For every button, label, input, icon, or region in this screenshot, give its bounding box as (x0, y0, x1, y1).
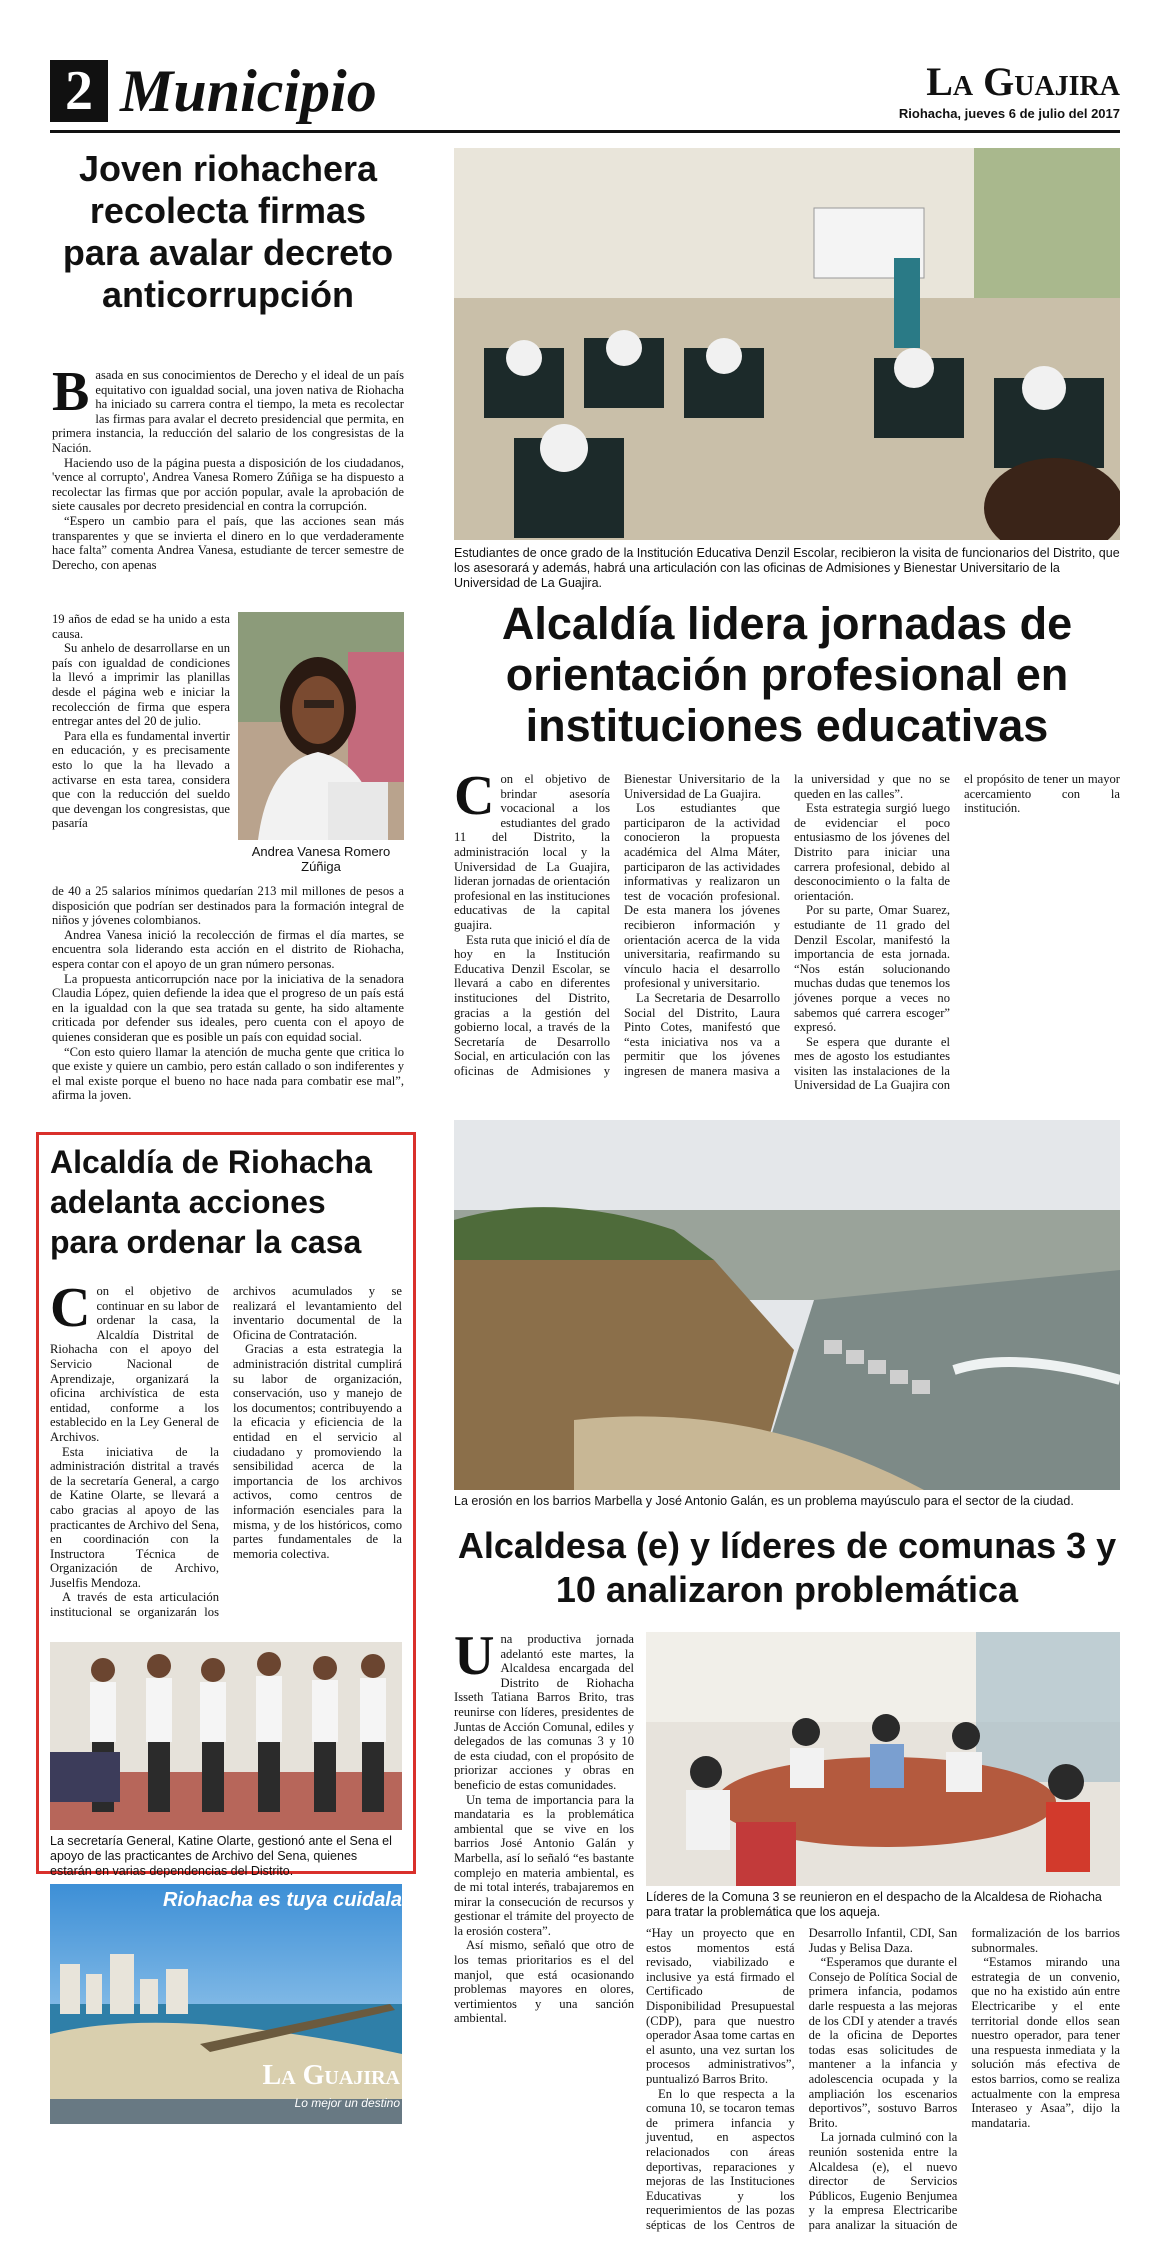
article4-body-col1 (454, 1632, 634, 2247)
article1-dropcap: B (52, 361, 90, 423)
article2-paragraph: Por su parte, Omar Suarez, estudiante de 11 grado del Denzil Escolar, manifestó la importancia de esta jornada. “Nos están solucionando muchas dudas que tenemos los jóvenes porque a veces no sabemos qué carrera escoger” expresó. (794, 903, 950, 1035)
article1-paragraph: Su anhelo de desarrollarse en un país con igualdad de condiciones la llevó a imprimir las planillas desde el página web e iniciar la recolección de firma que espera entregar antes del 20 de julio. (52, 641, 230, 729)
article4-paragraph: En lo que respecta a la comuna 10, se tocaron temas de primera infancia y juventud, en aspectos relacionados con áreas deportivas, reparaciones y mejoras de las Instituciones Educativas y los requerimientos de las pozas sépticas de los Centros de Desarrollo Infantil, CDI, San Judas y Belisa Daza. (646, 1926, 958, 2232)
article1-body-side (52, 612, 230, 831)
article1-paragraph: de 40 a 25 salarios mínimos quedarían 213 mil millones de pesos a disposición que podrían ser destinados para la formación integral de niños y jóvenes colombianos. (52, 884, 404, 928)
article4-paragraph: La jornada culminó con la reunión sostenida entre la Alcaldesa (e), el nuevo director de Servicios Públicos, Eugenio Benjumea y la empresa Electricaribe para analizar la situación de formalización de los barrios subnormales. (808, 1926, 1120, 2232)
article3-paragraph: A través de esta articulación institucional se organizarán los archivos acumulados y se realizará el levantamiento del inventario documental de la Oficina de Contratación. (50, 1284, 402, 1620)
newspaper-name: La Guajira (926, 59, 1120, 104)
article4-paragraph: “Estamos mirando una estrategia de un convenio, que no ha existido aún entre Electricaribe y el ente territorial donde ellos sean nuestro operador, para tener una respuesta inmediata y la solución más efectiva de estos barrios, como se realiza actualmente con la empresa Interaseo y Asaa”, dijo la mandataria. (971, 1955, 1120, 2130)
article1-paragraph: Andrea Vanesa inició la recolección de firmas el día martes, se encuentra sola liderando esta acción en el distrito de Riohacha, espera contar con el apoyo de un gran número personas. (52, 927, 404, 971)
article4-erosion-photo (454, 1120, 1120, 1490)
section-title: Municipio (120, 58, 377, 124)
tourism-ad-brand: La Guajira (262, 2060, 400, 2091)
article1-paragraph: La propuesta anticorrupción nace por la iniciativa de la senadora Claudia López, quien defiende la idea que el progreso de un país está en la igualdad con la que sea tratada su gente, ha sido altamente criticada por defender sus ideales, pero cuenta con el apoyo de quienes consideran que es posible un país con equidad social. (52, 971, 404, 1044)
page-number: 2 (50, 60, 108, 122)
article4-paragraph: “Hay un proyecto que en estos momentos está revisado, viabilizado e inclusive ya está firmado el Certificado de Disponibilidad Presupuestal (CDP), para que nuestro operador Asaa tome cartas en el asunto, una vez surtan los procesos administrativos”, puntualizó Barros Brito. (646, 1926, 795, 2086)
article4-paragraph: Un tema de importancia para la mandataria es la problemática ambiental que se vive en los barrios José Antonio Galán y Marbella, así lo señaló “es bastante complejo en materia ambiental, es de mi total interés, trabajaremos en mirar la consecución de recursos y gestionar el trámite del proyecto de la erosión costera”. (454, 1792, 634, 1938)
article3-paragraph: Esta iniciativa de la administración distrital a través de la secretaría General, a cargo de Katine Olarte, se llevará a cabo gracias al apoyo de las practicantes de Archivo del Sena, en coordinación con la Instructora Técnica de Organización de Archivo, Juselfis Mendoza. (50, 1444, 219, 1590)
article1-paragraph: “Con esto quiero llamar la atención de mucha gente que critica lo que existe y quiere un cambio, pero están callado o son indiferentes y el mal existe porque el bueno no hace nada para combatir ese mal”, afirma la joven. (52, 1044, 404, 1103)
article1-paragraph: Haciendo uso de la página puesta a disposición de los ciudadanos, 'vence al corrupto', Andrea Vanesa Romero Zúñiga se ha dispuesto a recolectar las firmas que por acción popular, avale la aprobación de siete causales por decreto presidencial en contra la corrupción. (52, 455, 404, 514)
article2-dropcap: C (454, 765, 495, 827)
article3-headline: Alcaldía de Riohacha adelanta acciones para ordenar la casa (50, 1144, 372, 1260)
article4-paragraph: “Esperamos que durante el Consejo de Política Social de primera infancia, podamos darle respuesta a las mejoras de los CDI y atender a través de la oficina de Deportes todas esas solicitudes de mantener a la infancia y adolescencia ocupada y la ampliación los escenarios deportivos”, sostuvo Barros Brito. (808, 1955, 958, 2130)
article1-paragraph: Para ella es fundamental invertir en educación, y es precisamente esto lo que la ha llevado a activarse en esta tarea, considera que con la reducción del sueldo que devengan los congresistas, que pasaría (52, 728, 230, 831)
article3-dropcap: C (50, 1277, 91, 1339)
article2-paragraph: Se espera que durante el mes de agosto los estudiantes visiten las instalaciones de la Universidad de La Guajira con el propósito de tener un mayor acercamiento con la institución. (794, 772, 1120, 1093)
article2-paragraph: La Secretaria de Desarrollo Social del Distrito, Laura Pinto Cotes, manifestó que “esta iniciativa nos va a permitir que los jóvenes ingresen de manera masiva a la universidad y que no se queden en las calles”. (624, 772, 950, 1078)
tourism-ad-slogan: Riohacha es tuya cuidala (163, 1889, 402, 1911)
masthead-rule (50, 130, 1120, 133)
article2-body (454, 765, 1120, 1104)
article4-body-rest (646, 1926, 1120, 2246)
article2-paragraph: Esta ruta que inició el día de hoy en la Institución Educativa Denzil Escolar, se llevará a cabo en diferentes instituciones del Distrito, gracias a la gestión del gobierno local, a través de la Secretaría de Desarrollo Social, en articulación con las oficinas de Admisiones y Bienestar Universitario de la Universidad de La Guajira. (454, 772, 780, 1078)
article1-paragraph: asada en sus conocimientos de Derecho y el ideal de un país equitativo con igualdad social, una joven nativa de Riohacha ha iniciado su carrera contra el tiempo, la meta es recolectar las firmas para avalar el decreto presidencial que permita, en primera instancia, la reducción del salario de los congresistas de la Nación. (52, 368, 404, 455)
article2-classroom-photo (454, 148, 1120, 540)
article3-paragraph: Gracias a esta estrategia la administración distrital cumplirá su labor de organización, conservación, uso y manejo de los documentos; contribuyendo a la eficacia y eficiencia de la entidad en el servicio al ciudadano y promoviendo la sensibilidad acerca de la importancia de los archivos activos, como centros de información esenciales para la misma, y de los históricos, como partes fundamentales de la memoria colectiva. (233, 1342, 402, 1561)
article1-portrait-photo (238, 612, 404, 840)
article2-paragraph: on el objetivo de brindar asesoría vocacional a los estudiantes del grado 11 del Distrito, la administración local y la Universidad de La Guajira, lideran jornadas de orientación profesional en las instituciones educativas de la capital guajira. (454, 772, 610, 932)
masthead (50, 58, 1120, 126)
article4-meeting-caption: Líderes de la Comuna 3 se reunieron en el despacho de la Alcaldesa de Riohacha para tratar la problemática que los aqueja. (646, 1890, 1102, 1919)
dateline: Riohacha, jueves 6 de julio del 2017 (898, 106, 1120, 121)
article1-portrait-caption: Andrea Vanesa Romero Zúñiga (251, 844, 391, 874)
article3-body (50, 1277, 402, 1634)
article3-paragraph: on el objetivo de continuar en su labor de ordenar la casa, la Alcaldía Distrital de Riohacha con el apoyo del Servicio Nacional de Aprendizaje, organizará la oficina archivística de esta entidad, conforme a los establecido en la Ley General de Archivos. (50, 1284, 219, 1444)
article1-body-bottom (52, 884, 404, 1103)
article2-paragraph: Esta estrategia surgió luego de evidenciar el poco entusiasmo de los jóvenes del Distrito para iniciar una carrera profesional, debido al desconocimiento o la falta de orientación. (794, 801, 950, 903)
article2-headline: Alcaldía lidera jornadas de orientación profesional en instituciones educativas (501, 598, 1073, 751)
article1-body-top (52, 361, 404, 572)
article4-erosion-caption: La erosión en los barrios Marbella y José Antonio Galán, es un problema mayúsculo para el sector de la ciudad. (454, 1494, 1074, 1508)
article4-dropcap: U (454, 1632, 495, 1687)
article1-paragraph: 19 años de edad se ha unido a esta causa. (52, 612, 230, 641)
article2-photo-caption: Estudiantes de once grado de la Institución Educativa Denzil Escolar, recibieron la visita de funcionarios del Distrito, que los asesorará y además, habrá una articulación con las oficinas de Admisiones y Bienestar Universitario de la Universidad de La Guajira. (454, 546, 1120, 590)
article4-headline: Alcaldesa (e) y líderes de comunas 3 y 10 analizaron problemática (457, 1525, 1117, 1610)
article3-photo-caption: La secretaría General, Katine Olarte, gestionó ante el Sena el apoyo de las practicantes de Archivo del Sena, quienes estarán en varias dependencias del Distrito. (50, 1834, 392, 1878)
article4-meeting-photo (646, 1632, 1120, 1886)
tourism-ad-tagline: Lo mejor un destino (294, 2096, 400, 2110)
article4-paragraph: Así mismo, señaló que otro de los temas prioritarios es el del manjol, que está ocasionando problemas mayores en olores, vertimientos y una sanción ambiental. (454, 1938, 634, 2026)
article4-paragraph: na productiva jornada adelantó este martes, la Alcaldesa encargada del Distrito de Riohacha Isseth Tatiana Barros Brito, tras reunirse con líderes, presidentes de Juntas de Acción Comunal, ediles y delegados de las comunas 3 y 10 de esta ciudad, con el propósito de priorizar acciones y obras en beneficio de estas comunidades. (454, 1632, 634, 1792)
article3-archive-team-photo (50, 1642, 402, 1830)
article1-headline: Joven riohachera recolecta firmas para avalar decreto anticorrupción (62, 148, 394, 315)
article1-paragraph: “Espero un cambio para el país, que las acciones sean más transparentes y que se invierta el dinero en lo que verdaderamente hace falta” comenta Andrea Vanesa, estudiante de tercer semestre de Derecho, con apenas (52, 513, 404, 572)
article2-paragraph: Los estudiantes que participaron de la actividad conocieron la propuesta académica del Alma Máter, participaron de las actividades informativas y realizaron un test de vocación profesional. De esta manera los jóvenes recibieron información y orientación acerca de la vida universitaria, reafirmando su vínculo hacia el desarrollo profesional y universitario. (624, 801, 780, 991)
